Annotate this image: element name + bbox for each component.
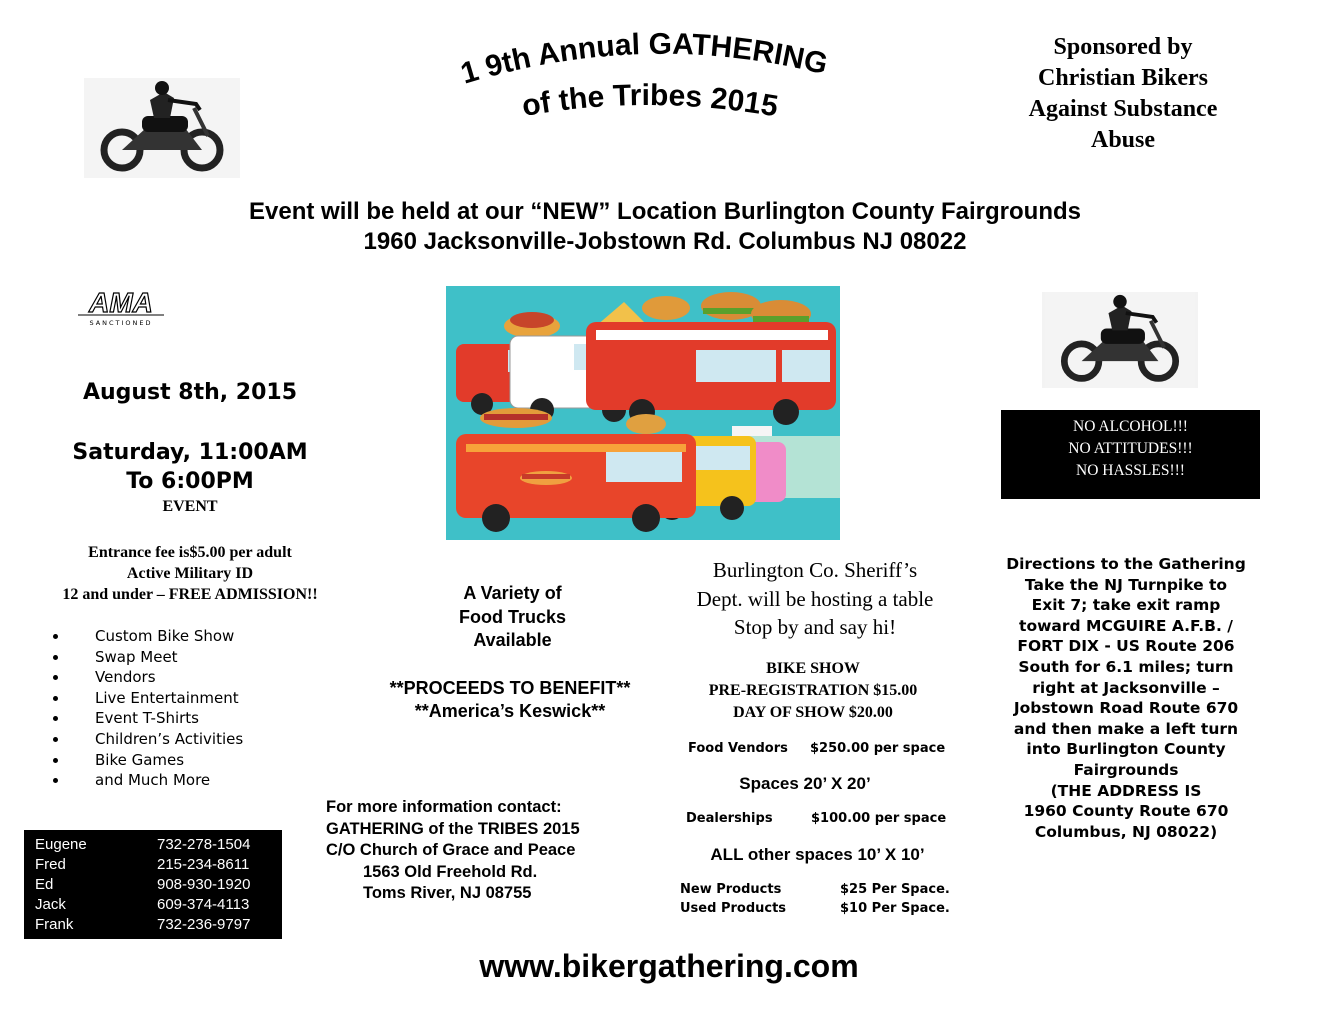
table-row (35, 855, 250, 875)
contact-phone: 215-234-8611 (157, 856, 250, 874)
sponsor-line: Against Substance (1028, 96, 1218, 122)
vendor-price: $250.00 per space (810, 741, 946, 756)
directions-line: toward MCGUIRE A.F.B. / (1019, 616, 1233, 635)
contact-phone: 609-374-4113 (157, 895, 250, 913)
title-line-1: 1 9th Annual GATHERING (457, 30, 831, 91)
sheriff-line: Dept. will be hosting a table (696, 586, 934, 611)
table-row (35, 875, 250, 895)
table-row (35, 835, 250, 855)
list-item: • Event T-Shirts (69, 708, 243, 729)
list-item: • Live Entertainment (69, 688, 243, 709)
location-heading (100, 197, 1230, 257)
vendor-price: $10 Per Space. (840, 900, 950, 916)
food-trucks-text (420, 582, 605, 653)
rule-line: NO ALCOHOL!!! (1073, 418, 1188, 435)
dealership-fee (686, 811, 966, 826)
list-item: • Custom Bike Show (69, 626, 243, 647)
info-line: For more information contact: (326, 798, 562, 816)
event-date: August 8th, 2015 (82, 380, 298, 405)
vendor-label: Used Products (680, 900, 787, 916)
rule-line: NO ATTITUDES!!! (1068, 440, 1193, 457)
vendor-label: Food Vendors (688, 741, 788, 756)
table-row (35, 894, 250, 914)
directions-block (975, 554, 1277, 842)
sponsor-line: Christian Bikers (1037, 65, 1208, 91)
list-item: • Vendors (69, 667, 243, 688)
entrance-fee-block (20, 542, 360, 605)
directions-line: Directions to the Gathering (1006, 555, 1246, 573)
contact-phone: 732-236-9797 (157, 915, 251, 933)
food-space-size: Spaces 20’ X 20’ (739, 774, 871, 793)
svg-text:AMA: AMA (89, 287, 153, 318)
list-item: • Children’s Activities (69, 729, 243, 750)
list-item: • Bike Games (69, 750, 243, 771)
rule-line: NO HASSLES!!! (1076, 462, 1185, 479)
info-line: Toms River, NJ 08755 (363, 884, 532, 902)
fee-line: 12 and under – FREE ADMISSION!! (62, 586, 318, 603)
event-time (30, 438, 350, 496)
info-line: C/O Church of Grace and Peace (326, 841, 576, 859)
vendor-label: New Products (680, 882, 782, 897)
sheriff-line: Stop by and say hi! (733, 615, 897, 639)
feature-list (44, 626, 243, 791)
vendor-price: $25 Per Space. (840, 882, 950, 897)
event-time-end: To 6:00PM (126, 469, 254, 494)
location-line-2: 1960 Jacksonville-Jobstown Rd. Columbus NJ 08022 (363, 228, 967, 255)
sheriff-line: Burlington Co. Sheriff’s (712, 558, 918, 582)
food-vendor-fee (688, 741, 968, 756)
directions-line: Columbus, NJ 08022) (1034, 822, 1218, 841)
event-label: EVENT (162, 498, 218, 515)
food-line: Food Trucks (458, 606, 566, 627)
fee-line: Entrance fee is$5.00 per adult (88, 544, 292, 561)
sponsor-line: Abuse (1090, 127, 1156, 153)
website-link[interactable]: www.bikergathering.com (479, 948, 859, 984)
bike-show-prices (680, 658, 946, 723)
motorcycle-rider-image (84, 78, 240, 178)
directions-line: into Burlington County (1026, 740, 1226, 759)
contact-list (24, 830, 282, 939)
directions-line: Jobstown Road Route 670 (1013, 699, 1239, 718)
product-fees (680, 881, 970, 918)
motorcycle-rider-image-small (1042, 292, 1198, 388)
proceeds-line: **America’s Keswick** (414, 701, 606, 721)
info-line: 1563 Old Freehold Rd. (363, 862, 538, 881)
proceeds-text (360, 677, 660, 723)
event-title (400, 30, 890, 140)
contact-phone: 732-278-1504 (157, 836, 251, 854)
svg-text:SANCTIONED: SANCTIONED (89, 319, 153, 327)
other-space-size: ALL other spaces 10’ X 10’ (710, 845, 925, 864)
title-line-2: of the Tribes 2015 (519, 78, 781, 124)
info-line: GATHERING of the TRIBES 2015 (326, 819, 580, 838)
ama-sanctioned-logo (76, 286, 166, 330)
contact-name: Fred (35, 856, 66, 874)
list-item: • and Much More (69, 770, 243, 791)
sponsor-block (1000, 32, 1246, 156)
proceeds-line: **PROCEEDS TO BENEFIT** (389, 678, 631, 698)
sponsor-line: Sponsored by (1053, 34, 1193, 60)
sheriff-notice (666, 556, 964, 642)
event-rules-box (1001, 410, 1260, 499)
bike-show-line: PRE-REGISTRATION $15.00 (708, 681, 918, 699)
fee-line: Active Military ID (126, 565, 254, 582)
directions-line: South for 6.1 miles; turn (1018, 657, 1234, 676)
contact-name: Ed (35, 875, 54, 893)
contact-name: Frank (35, 915, 74, 933)
contact-info-block (326, 797, 646, 905)
directions-line: (THE ADDRESS IS (1050, 781, 1202, 800)
food-line: A Variety of (463, 583, 562, 603)
directions-line: Take the NJ Turnpike to (1024, 575, 1228, 594)
directions-line: and then make a left turn (1013, 719, 1239, 738)
list-item: • Swap Meet (69, 647, 243, 668)
directions-line: 1960 County Route 670 (1023, 802, 1229, 821)
table-row (35, 914, 250, 934)
food-line: Available (473, 630, 552, 650)
contact-phone: 908-930-1920 (157, 875, 251, 893)
event-time-start: Saturday, 11:00AM (72, 440, 308, 465)
food-trucks-illustration (446, 286, 840, 540)
bike-show-line: DAY OF SHOW $20.00 (733, 703, 893, 721)
directions-line: Fairgrounds (1073, 760, 1179, 779)
svg-text:of the Tribes 2015 (519, 79, 780, 123)
contact-name: Jack (35, 895, 66, 913)
directions-line: right at Jacksonville – (1032, 678, 1220, 697)
contact-name: Eugene (35, 836, 87, 854)
directions-line: Exit 7; take exit ramp (1031, 596, 1221, 615)
bike-show-line: BIKE SHOW (766, 660, 860, 677)
directions-line: FORT DIX - US Route 206 (1017, 637, 1235, 656)
vendor-price: $100.00 per space (811, 811, 947, 826)
vendor-label: Dealerships (686, 811, 773, 826)
location-line-1: Event will be held at our “NEW” Location Burlington County Fairgrounds (249, 198, 1081, 225)
